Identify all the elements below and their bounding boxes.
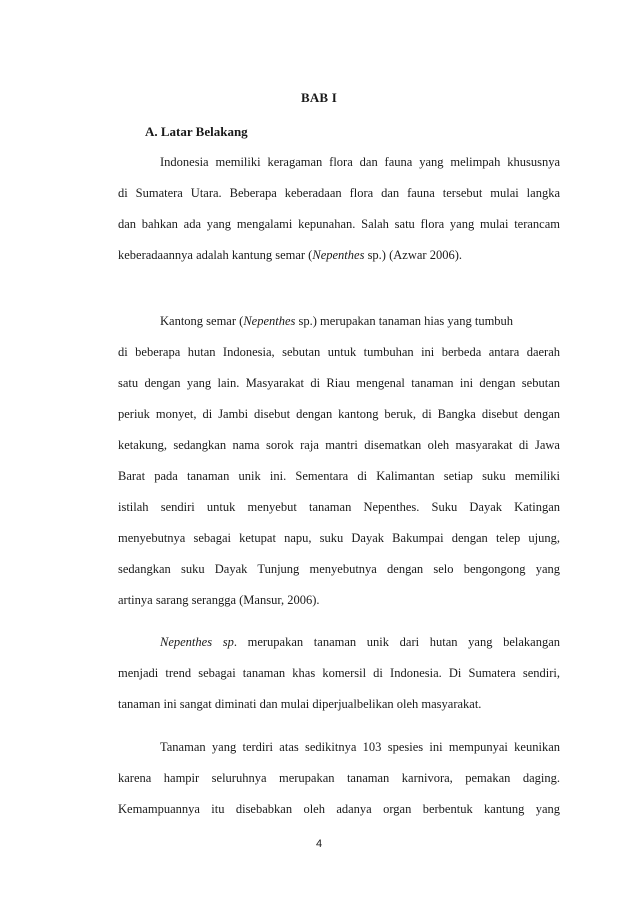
paragraph-line: keberadaannya adalah kantung semar (Nepenthes sp.) (Azwar 2006). (118, 248, 462, 262)
species-name: Nepenthes sp (160, 635, 234, 649)
paragraph-line: Indonesia memiliki keragaman flora dan fauna yang melimpah khususnya (160, 155, 560, 169)
paragraph-line: ketakung, sedangkan nama sorok raja mantri disematkan oleh masyarakat di Jawa (118, 438, 560, 452)
species-name: Nepenthes (243, 314, 296, 328)
paragraph-line: menjadi trend sebagai tanaman khas komersil di Indonesia. Di Sumatera sendiri, (118, 666, 560, 680)
paragraph-line: satu dengan yang lain. Masyarakat di Riau mengenal tanaman ini dengan sebutan (118, 376, 560, 390)
species-name: Nepenthes (312, 248, 365, 262)
paragraph-line: istilah sendiri untuk menyebut tanaman Nepenthes. Suku Dayak Katingan (118, 500, 560, 514)
paragraph-line: sedangkan suku Dayak Tunjung menyebutnya dengan selo bengongong yang (118, 562, 560, 576)
page-number: 4 (315, 838, 323, 850)
paragraph-line: karena hampir seluruhnya merupakan tanaman karnivora, pemakan daging. (118, 771, 560, 785)
paragraph-line: Kantong semar (Nepenthes sp.) merupakan tanaman hias yang tumbuh (160, 314, 514, 328)
paragraph-3 (118, 627, 560, 720)
paragraph-line: di Sumatera Utara. Beberapa keberadaan flora dan fauna tersebut mulai langka (118, 186, 560, 200)
paragraph-line: Barat pada tanaman unik ini. Sementara di Kalimantan setiap suku memiliki (118, 469, 560, 483)
paragraph-2 (118, 306, 560, 616)
section-heading: A. Latar Belakang (145, 124, 248, 139)
paragraph-line: artinya sarang serangga (Mansur, 2006). (118, 593, 320, 607)
paragraph-line: Kemampuannya itu disebabkan oleh adanya organ berbentuk kantung yang (118, 802, 560, 816)
paragraph-line: Nepenthes sp. merupakan tanaman unik dari hutan yang belakangan (160, 635, 561, 649)
paragraph-line: periuk monyet, di Jambi disebut dengan kantong beruk, di Bangka disebut dengan (118, 407, 560, 421)
paragraph-line: di beberapa hutan Indonesia, sebutan untuk tumbuhan ini berbeda antara daerah (118, 345, 560, 359)
paragraph-line: tanaman ini sangat diminati dan mulai diperjualbelikan oleh masyarakat. (118, 697, 482, 711)
paragraph-line: Tanaman yang terdiri atas sedikitnya 103 spesies ini mempunyai keunikan (160, 740, 560, 754)
paragraph-1 (118, 147, 560, 271)
paragraph-4 (118, 732, 560, 825)
paragraph-line: menyebutnya sebagai ketupat napu, suku Dayak Bakumpai dengan telep ujung, (118, 531, 560, 545)
paragraph-line: dan bahkan ada yang mengalami kepunahan. Salah satu flora yang mulai terancam (118, 217, 560, 231)
chapter-title: BAB I (300, 90, 338, 105)
